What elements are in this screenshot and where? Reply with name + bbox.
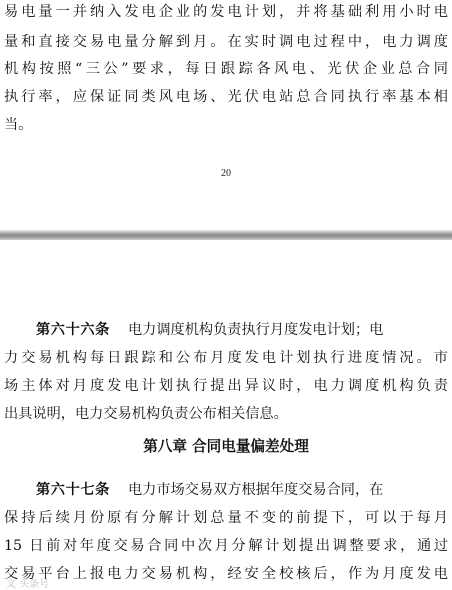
article-67-title: 第六十七条 xyxy=(36,482,110,498)
document-page-top xyxy=(0,0,452,232)
paragraph-line: 易电量一并纳入发电企业的发电计划，并将基础利用小时电 xyxy=(4,4,448,20)
article-66-title: 第六十六条 xyxy=(36,322,110,338)
article-67-first-line-text: 电力市场交易双方根据年度交易合同，在 xyxy=(127,482,384,498)
page-number: 20 xyxy=(221,168,231,179)
article-67-first-line xyxy=(4,480,448,500)
paragraph-line: 出具说明，电力交易机构负责公布相关信息。 xyxy=(4,406,288,422)
paragraph-line: 机构按照“三公”要求，每日跟踪各风电、光伏企业总合同 xyxy=(4,61,448,77)
paragraph-line: 量和直接交易电量分解到月。在实时调电过程中，电力调度 xyxy=(4,34,448,50)
paragraph-line: 15 日前对年度交易合同中次月分解计划提出调整要求，通过 xyxy=(4,538,448,554)
paragraph-line: 场主体对月度发电计划执行提出异议时，电力调度机构负责 xyxy=(4,378,448,394)
paragraph-line: 力交易机构每日跟踪和公布月度发电计划执行进度情况。市 xyxy=(4,350,448,366)
article-66-first-line xyxy=(4,320,448,340)
article-66-first-line-text: 电力调度机构负责执行月度发电计划；电 xyxy=(127,322,384,338)
paragraph-line: 保持后续月份原有分解计划总量不变的前提下，可以于每月 xyxy=(4,510,448,526)
paragraph-line: 当。 xyxy=(4,117,33,133)
paragraph-line: 执行率，应保证同类风电场、光伏电站总合同执行率基本相 xyxy=(4,89,448,105)
chapter-heading: 第八章 合同电量偏差处理 xyxy=(143,438,309,455)
paragraph-line: 交易平台上报电力交易机构，经安全校核后，作为月度发电 xyxy=(4,566,448,582)
watermark: 文 头条号 xyxy=(6,579,50,590)
